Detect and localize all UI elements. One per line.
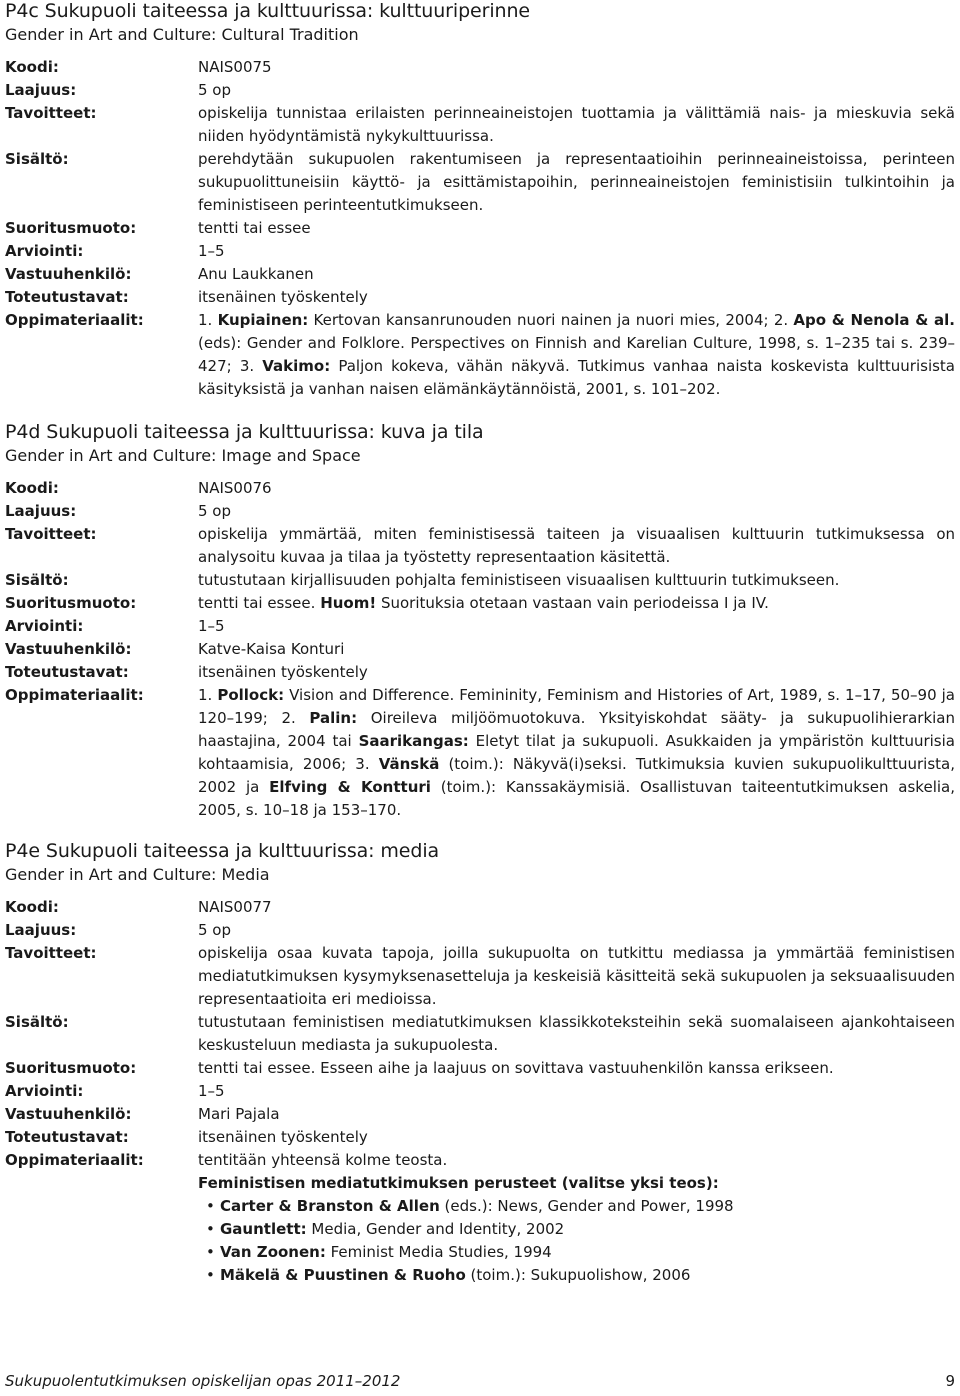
field-arviointi (5, 615, 955, 638)
value-arviointi: 1–5 (198, 242, 225, 260)
book-list (198, 1195, 955, 1287)
list-item (220, 1218, 955, 1241)
label-laajuus: Laajuus: (5, 81, 77, 99)
label-vastuuhenkilo: Vastuuhenkilö: (5, 265, 132, 283)
field-arviointi (5, 1080, 955, 1103)
label-toteutustavat: Toteutustavat: (5, 663, 129, 681)
ref-author: Vakimo: (262, 357, 331, 375)
materials-heading-text: Feministisen mediatutkimuksen perusteet (valitse yksi teos): (198, 1174, 719, 1192)
ref-text: Oireileva miljöömuotokuva. Yksityiskohdat sääty- ja sukupuolihierarkian haastajina, 2004 tai (198, 709, 956, 750)
book-details: (toim.): Sukupuolishow, 2006 (465, 1266, 691, 1284)
value-vastuuhenkilo: Katve-Kaisa Konturi (198, 640, 345, 658)
value-laajuus: 5 op (198, 921, 232, 939)
value-koodi: NAIS0077 (198, 898, 272, 916)
course-subtitle: Gender in Art and Culture: Cultural Tradition (5, 25, 359, 44)
text-span: tentti tai essee. (198, 594, 321, 612)
label-sisalto: Sisältö: (5, 1013, 69, 1031)
ref-author: Pollock: (217, 686, 285, 704)
book-details: (eds.): News, Gender and Power, 1998 (439, 1197, 734, 1215)
book-author: Van Zoonen: (220, 1243, 326, 1261)
field-oppimateriaalit (5, 309, 955, 401)
label-sisalto: Sisältö: (5, 150, 69, 168)
field-tavoitteet (5, 102, 955, 148)
note-emphasis: Huom! (320, 594, 377, 612)
value-sisalto: tutustutaan feministisen mediatutkimuksen klassikkoteksteihin sekä suomalaiseen ajankohtaiseen keskusteluun mediasta ja sukupuolesta. (198, 1013, 955, 1054)
value-koodi: NAIS0076 (198, 479, 272, 497)
course-p4e (5, 840, 955, 1287)
footer-title: Sukupuolentutkimuksen opiskelijan opas 2011–2012 (5, 1372, 401, 1390)
value-suoritusmuoto (198, 592, 955, 615)
ref-text: (eds): Gender and Folklore. Perspectives on Finnish and Karelian Culture, 1998, s. 1–235 tai s. 239–427; 3. (198, 334, 955, 375)
ref-text: 1. (198, 686, 218, 704)
field-suoritusmuoto (5, 592, 955, 615)
label-arviointi: Arviointi: (5, 242, 84, 260)
value-arviointi: 1–5 (198, 617, 225, 635)
value-toteutustavat: itsenäinen työskentely (198, 1128, 368, 1146)
field-toteutustavat (5, 661, 955, 684)
value-arviointi: 1–5 (198, 1082, 225, 1100)
field-oppimateriaalit (5, 1149, 955, 1287)
value-tavoitteet: opiskelija osaa kuvata tapoja, joilla sukupuolta on tutkittu mediassa ja ymmärtää feministisen mediatutkimuksen kysymyksenasetteluja ja keskeisiä käsitteitä sekä sukupuolen ja seksuaalisuuden representaatioita eri medioissa. (198, 944, 955, 1008)
list-item (220, 1264, 955, 1287)
label-arviointi: Arviointi: (5, 1082, 84, 1100)
course-p4d (5, 421, 955, 822)
label-vastuuhenkilo: Vastuuhenkilö: (5, 1105, 132, 1123)
field-koodi (5, 56, 955, 79)
field-koodi (5, 477, 955, 500)
ref-text: Kertovan kansanrunouden nuori nainen ja nuori mies, 2004; 2. (308, 311, 794, 329)
label-oppimateriaalit: Oppimateriaalit: (5, 1151, 144, 1169)
label-vastuuhenkilo: Vastuuhenkilö: (5, 640, 132, 658)
book-author: Gauntlett: (220, 1220, 307, 1238)
label-toteutustavat: Toteutustavat: (5, 288, 129, 306)
field-tavoitteet (5, 523, 955, 569)
page-footer (5, 1370, 955, 1392)
value-oppimateriaalit (198, 684, 955, 822)
document-page (5, 0, 955, 1287)
value-toteutustavat: itsenäinen työskentely (198, 288, 368, 306)
field-laajuus (5, 79, 955, 102)
book-author: Mäkelä & Puustinen & Ruoho (220, 1266, 466, 1284)
label-arviointi: Arviointi: (5, 617, 84, 635)
book-details: Media, Gender and Identity, 2002 (306, 1220, 565, 1238)
label-oppimateriaalit: Oppimateriaalit: (5, 686, 144, 704)
ref-text: Vision and Difference. Femininity, Feminism and Histories of Art, 1989, s. 1–17, 50–90 ja 120–199; 2. (198, 686, 955, 727)
label-koodi: Koodi: (5, 898, 59, 916)
value-koodi: NAIS0075 (198, 58, 272, 76)
ref-text: 1. (198, 311, 218, 329)
ref-author: Elfving & Kontturi (269, 778, 431, 796)
label-tavoitteet: Tavoitteet: (5, 104, 97, 122)
ref-author: Kupiainen: (217, 311, 309, 329)
field-vastuuhenkilo (5, 1103, 955, 1126)
label-koodi: Koodi: (5, 58, 59, 76)
value-vastuuhenkilo: Anu Laukkanen (198, 265, 314, 283)
field-toteutustavat (5, 286, 955, 309)
label-laajuus: Laajuus: (5, 502, 77, 520)
label-toteutustavat: Toteutustavat: (5, 1128, 129, 1146)
field-laajuus (5, 500, 955, 523)
field-suoritusmuoto (5, 217, 955, 240)
ref-text: Paljon kokeva, vähän näkyvä. Tutkimus vanhaa naista koskevista kulttuurisista käsityksistä ja vanhan naisen elämänkäytännöistä, 2001, s. 101–202. (198, 357, 955, 398)
course-subtitle: Gender in Art and Culture: Image and Space (5, 446, 361, 465)
value-vastuuhenkilo: Mari Pajala (198, 1105, 280, 1123)
course-p4c (5, 0, 955, 401)
value-toteutustavat: itsenäinen työskentely (198, 663, 368, 681)
list-item (220, 1241, 955, 1264)
field-vastuuhenkilo (5, 263, 955, 286)
book-details: Feminist Media Studies, 1994 (325, 1243, 552, 1261)
field-sisalto (5, 1011, 955, 1057)
label-koodi: Koodi: (5, 479, 59, 497)
value-suoritusmuoto: tentti tai essee (198, 219, 311, 237)
field-toteutustavat (5, 1126, 955, 1149)
ref-text: (toim.): Kanssakäymisiä. Osallistuvan taiteentutkimuksen askelia, 2005, s. 10–18 ja 153–170. (198, 778, 955, 819)
ref-author: Apo & Nenola & al. (793, 311, 955, 329)
label-tavoitteet: Tavoitteet: (5, 525, 97, 543)
value-laajuus: 5 op (198, 81, 232, 99)
field-arviointi (5, 240, 955, 263)
value-tavoitteet: opiskelija ymmärtää, miten feministisessä taiteen ja visuaalisen kulttuurin tutkimuksessa on analysoitu kuvaa ja tilaa ja työstetty representaation käsitettä. (198, 525, 955, 566)
value-suoritusmuoto: tentti tai essee. Esseen aihe ja laajuus on sovittava vastuuhenkilön kanssa erikseen. (198, 1059, 834, 1077)
label-suoritusmuoto: Suoritusmuoto: (5, 594, 137, 612)
page-number: 9 (945, 1372, 955, 1390)
field-koodi (5, 896, 955, 919)
ref-author: Palin: (309, 709, 358, 727)
label-laajuus: Laajuus: (5, 921, 77, 939)
field-suoritusmuoto (5, 1057, 955, 1080)
value-laajuus: 5 op (198, 502, 232, 520)
book-author: Carter & Branston & Allen (220, 1197, 440, 1215)
field-laajuus (5, 919, 955, 942)
label-suoritusmuoto: Suoritusmuoto: (5, 219, 137, 237)
ref-text: Eletyt tilat ja sukupuoli. Asukkaiden ja ympäristön kulttuurisia kohtaamisia, 2006; 3. (198, 732, 955, 773)
field-oppimateriaalit (5, 684, 955, 822)
ref-author: Vänskä (378, 755, 440, 773)
label-sisalto: Sisältö: (5, 571, 69, 589)
materials-heading (198, 1172, 955, 1195)
value-oppimateriaalit (198, 309, 955, 401)
label-oppimateriaalit: Oppimateriaalit: (5, 311, 144, 329)
ref-author: Saarikangas: (358, 732, 469, 750)
value-oppimateriaalit (198, 1149, 955, 1287)
field-sisalto (5, 148, 955, 217)
field-vastuuhenkilo (5, 638, 955, 661)
list-item (220, 1195, 955, 1218)
materials-intro: tentitään yhteensä kolme teosta. (198, 1151, 448, 1169)
course-title: P4e Sukupuoli taiteessa ja kulttuurissa: media (5, 840, 440, 862)
course-title: P4c Sukupuoli taiteessa ja kulttuurissa: kulttuuriperinne (5, 0, 530, 22)
label-tavoitteet: Tavoitteet: (5, 944, 97, 962)
text-span: Suorituksia otetaan vastaan vain periodeissa I ja IV. (376, 594, 769, 612)
label-suoritusmuoto: Suoritusmuoto: (5, 1059, 137, 1077)
course-subtitle: Gender in Art and Culture: Media (5, 865, 270, 884)
field-tavoitteet (5, 942, 955, 1011)
course-title: P4d Sukupuoli taiteessa ja kulttuurissa: kuva ja tila (5, 421, 484, 443)
ref-text: (toim.): Näkyvä(i)seksi. Tutkimuksia kuvien sukupuolikulttuurista, 2002 ja (198, 755, 955, 796)
value-tavoitteet: opiskelija tunnistaa erilaisten perinneaineistojen tuottamia ja välittämiä nais- ja mieskuvia sekä niiden hyödyntämistä nykykulttuurissa. (198, 104, 955, 145)
field-sisalto (5, 569, 955, 592)
value-sisalto: tutustutaan kirjallisuuden pohjalta feministiseen visuaalisen kulttuurin tutkimukseen. (198, 571, 840, 589)
value-sisalto: perehdytään sukupuolen rakentumiseen ja representaatioihin perinneaineistoissa, perinteen sukupuolittuneisiin käyttö- ja esittämistapoihin, perinneaineistojen feministisiin tulkintoihin ja feministiseen perinteentutkimukseen. (198, 150, 955, 214)
